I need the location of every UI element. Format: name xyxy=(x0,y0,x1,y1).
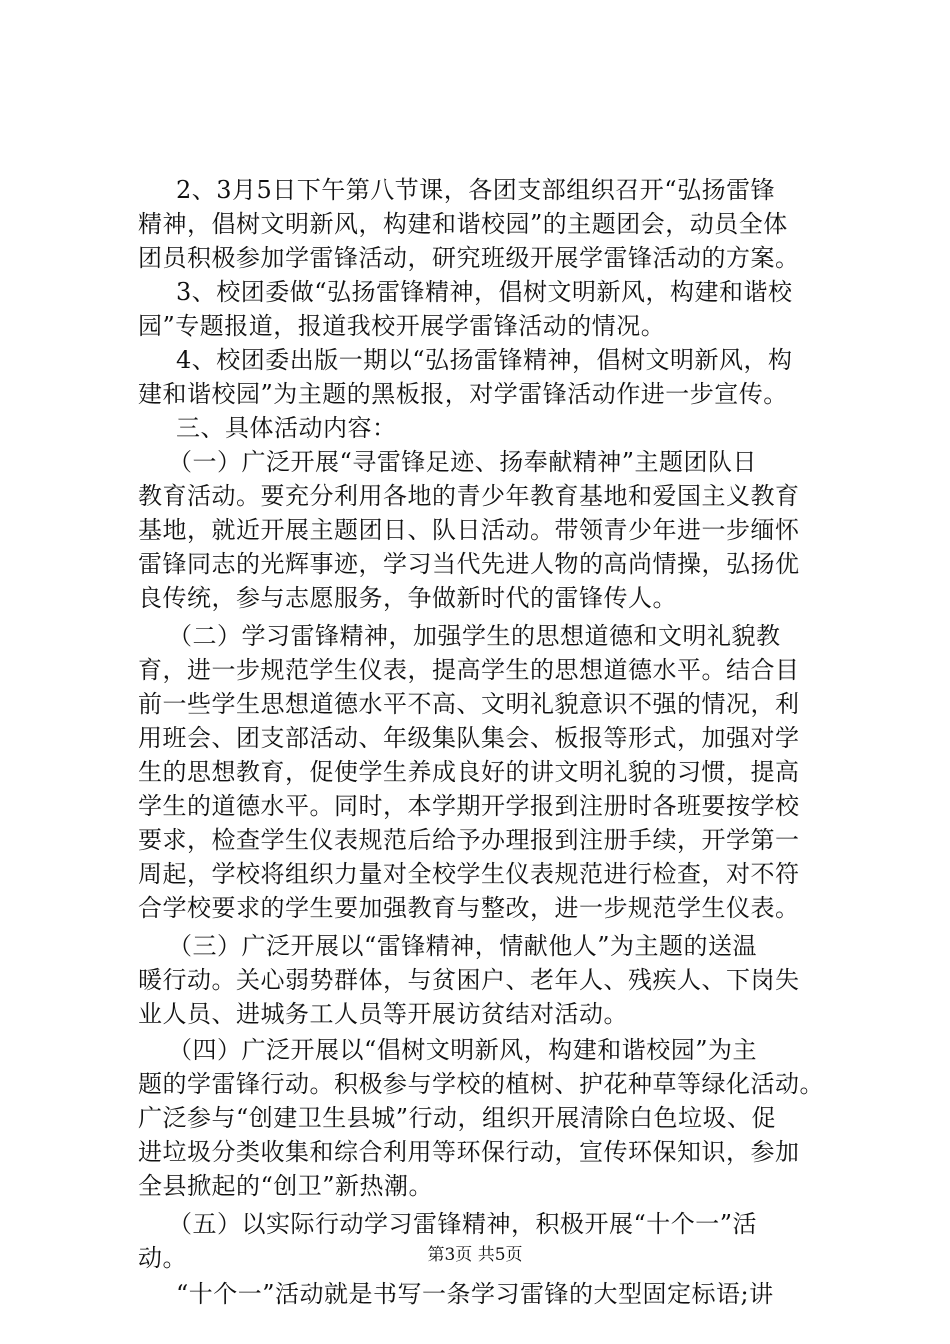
text-line: 用班会、团支部活动、年级集队集会、板报等形式，加强对学 xyxy=(138,724,800,752)
text-line: 动。 xyxy=(138,1244,187,1272)
text-line: 4、校团委出版一期以“弘扬雷锋精神，倡树文明新风，构 xyxy=(176,346,793,374)
text-line: （三）广泛开展以“雷锋精神，情献他人”为主题的送温 xyxy=(168,932,758,960)
text-line: 生的思想教育，促使学生养成良好的讲文明礼貌的习惯，提高 xyxy=(138,758,800,786)
text-line: 教育活动。要充分利用各地的青少年教育基地和爱国主义教育 xyxy=(138,482,800,510)
text-line: 业人员、进城务工人员等开展访贫结对活动。 xyxy=(138,1000,628,1028)
text-line: 前一些学生思想道德水平不高、文明礼貌意识不强的情况，利 xyxy=(138,690,800,718)
section-heading: 三、具体活动内容： xyxy=(176,414,397,442)
text-line: 2、3月5日下午第八节课，各团支部组织召开“弘扬雷锋 xyxy=(176,176,776,204)
text-line: 学生的道德水平。同时，本学期开学报到注册时各班要按学校 xyxy=(138,792,800,820)
text-line: 雷锋同志的光辉事迹，学习当代先进人物的高尚情操，弘扬优 xyxy=(138,550,800,578)
text-line: 广泛参与“创建卫生县城”行动，组织开展清除白色垃圾、促 xyxy=(138,1104,777,1132)
text-line: 3、校团委做“弘扬雷锋精神，倡树文明新风，构建和谐校 xyxy=(176,278,793,306)
text-line: 题的学雷锋行动。积极参与学校的植树、护花种草等绿化活动。 xyxy=(138,1070,824,1098)
text-line: 良传统，参与志愿服务，争做新时代的雷锋传人。 xyxy=(138,584,677,612)
text-line: 要求，检查学生仪表规范后给予办理报到注册手续，开学第一 xyxy=(138,826,800,854)
text-line: 进垃圾分类收集和综合利用等环保行动，宣传环保知识，参加 xyxy=(138,1138,800,1166)
text-line: 精神，倡树文明新风，构建和谐校园”的主题团会，动员全体 xyxy=(138,210,788,238)
text-line: （二）学习雷锋精神，加强学生的思想道德和文明礼貌教 xyxy=(168,622,781,650)
page-number-footer: 第3页 共5页 xyxy=(427,1245,523,1265)
text-line: 全县掀起的“创卫”新热潮。 xyxy=(138,1172,434,1200)
text-line: （一）广泛开展“寻雷锋足迹、扬奉献精神”主题团队日 xyxy=(168,448,758,476)
text-line: （四）广泛开展以“倡树文明新风，构建和谐校园”为主 xyxy=(168,1036,758,1064)
text-line: 合学校要求的学生要加强教育与整改，进一步规范学生仪表。 xyxy=(138,894,800,922)
text-line: 周起，学校将组织力量对全校学生仪表规范进行检查，对不符 xyxy=(138,860,800,888)
text-line: （五）以实际行动学习雷锋精神，积极开展“十个一”活 xyxy=(168,1210,758,1238)
text-line: 团员积极参加学雷锋活动，研究班级开展学雷锋活动的方案。 xyxy=(138,244,800,272)
text-line: “十个一”活动就是书写一条学习雷锋的大型固定标语;讲 xyxy=(176,1280,774,1308)
text-line: 基地，就近开展主题团日、队日活动。带领青少年进一步缅怀 xyxy=(138,516,800,544)
text-line: 建和谐校园”为主题的黑板报，对学雷锋活动作进一步宣传。 xyxy=(138,380,788,408)
text-line: 育，进一步规范学生仪表，提高学生的思想道德水平。结合目 xyxy=(138,656,800,684)
text-line: 暖行动。关心弱势群体，与贫困户、老年人、残疾人、下岗失 xyxy=(138,966,800,994)
text-line: 园”专题报道，报道我校开展学雷锋活动的情况。 xyxy=(138,312,666,340)
